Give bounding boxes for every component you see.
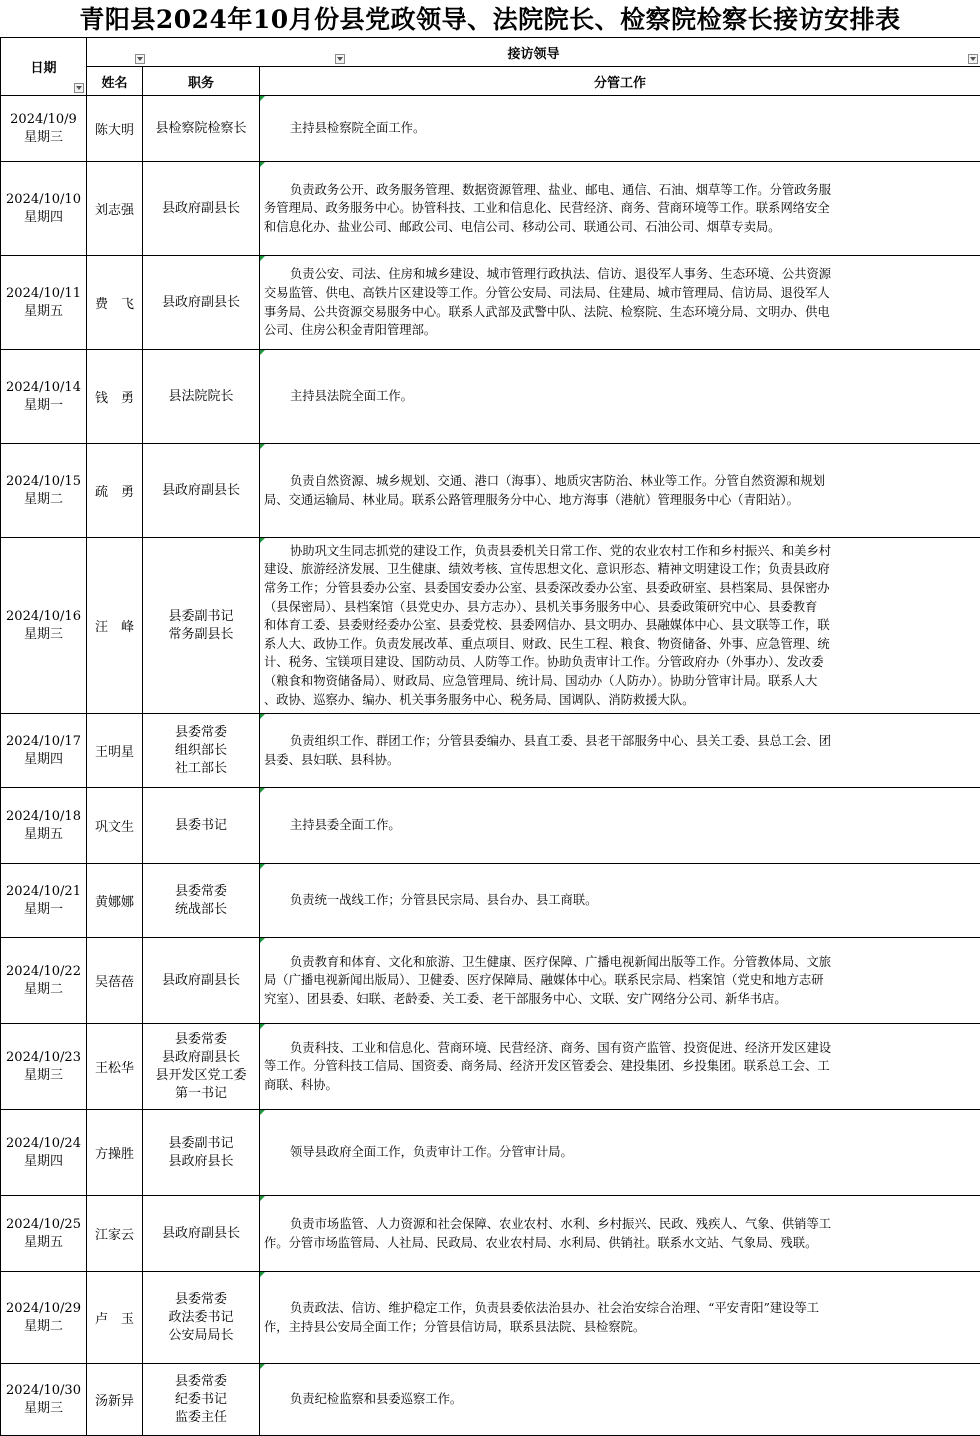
duties-line: 负责统一战线工作；分管县民宗局、县台办、县工商联。 [264, 891, 976, 910]
weekday-value: 星期三 [1, 1067, 86, 1085]
duties-line: 负责市场监管、人力资源和社会保障、农业农村、水利、乡村振兴、民政、残疾人、气象、供销等工 [264, 1215, 976, 1234]
duties-line: 局、交通运输局、林业局。联系公路管理服务分中心、地方海事（港航）管理服务中心（青阳站）。 [264, 491, 976, 510]
leader-name: 陈大明 [87, 96, 143, 162]
leader-name: 费 飞 [87, 256, 143, 350]
date-value: 2024/10/17 [1, 733, 86, 751]
table-row [1, 1364, 980, 1436]
date-cell [1, 788, 87, 864]
date-cell [1, 538, 87, 714]
header-date: 日期 [1, 38, 87, 96]
reception-schedule-table [0, 37, 980, 1436]
position-line: 县委书记 [143, 817, 259, 835]
weekday-value: 星期三 [1, 1400, 86, 1418]
date-value: 2024/10/10 [1, 191, 86, 209]
duties-line: 事务局、公共资源交易服务中心。联系人武部及武警中队、法院、检察院、生态环境分局、文明办、供电 [264, 303, 976, 322]
weekday-value: 星期三 [1, 129, 86, 147]
position-line: 社工部长 [143, 760, 259, 778]
position-line: 县委常委 [143, 1291, 259, 1309]
position-line: 县政府副县长 [143, 972, 259, 990]
duties-line: 主持县委全面工作。 [264, 816, 976, 835]
leader-position [143, 162, 260, 256]
duties-line: 和体育工委、县委财经委办公室、县委党校、县委网信办、县文明办、县融媒体中心、县文联等工作，联 [264, 616, 976, 635]
duties-line: （县保密局）、县档案馆（县党史办、县方志办）、县机关事务服务中心、县委政策研究中心、县委教育 [264, 598, 976, 617]
leader-name: 方操胜 [87, 1110, 143, 1196]
leader-name: 汤新异 [87, 1364, 143, 1436]
leader-name: 钱 勇 [87, 350, 143, 444]
duties-line: 主持县检察院全面工作。 [264, 119, 976, 138]
leader-position [143, 1024, 260, 1110]
position-line: 纪委书记 [143, 1391, 259, 1409]
duties-cell [260, 864, 980, 938]
leader-name: 刘志强 [87, 162, 143, 256]
date-cell [1, 714, 87, 788]
leader-position [143, 864, 260, 938]
leader-position [143, 444, 260, 538]
duties-line: 负责教育和体育、文化和旅游、卫生健康、医疗保障、广播电视新闻出版等工作。分管教体局、文旅 [264, 953, 976, 972]
date-cell [1, 1272, 87, 1364]
duties-line: 务管理局、政务服务中心。协管科技、工业和信息化、民营经济、商务、营商环境等工作。联系网络安全 [264, 199, 976, 218]
leader-position [143, 788, 260, 864]
duties-line: 究室）、团县委、妇联、老龄委、关工委、老干部服务中心、文联、安广网络分公司、新华书店。 [264, 990, 976, 1009]
date-cell [1, 938, 87, 1024]
date-cell [1, 96, 87, 162]
leader-position [143, 96, 260, 162]
position-line: 县政府副县长 [143, 294, 259, 312]
leader-position [143, 1272, 260, 1364]
duties-cell [260, 538, 980, 714]
position-line: 县委副书记 [143, 1135, 259, 1153]
header-leader-group: 接访领导 [87, 38, 980, 67]
position-line: 县政府县长 [143, 1153, 259, 1171]
leader-position [143, 714, 260, 788]
date-value: 2024/10/14 [1, 379, 86, 397]
position-line: 政法委书记 [143, 1309, 259, 1327]
duties-line: 县委、县妇联、县科协。 [264, 751, 976, 770]
position-line: 县委常委 [143, 1373, 259, 1391]
duties-cell [260, 1272, 980, 1364]
duties-cell [260, 1024, 980, 1110]
duties-line: 商联、科协。 [264, 1076, 976, 1095]
duties-line: 负责自然资源、城乡规划、交通、港口（海事）、地质灾害防治、林业等工作。分管自然资源和规划 [264, 472, 976, 491]
duties-cell [260, 256, 980, 350]
duties-line: 领导县政府全面工作，负责审计工作。分管审计局。 [264, 1143, 976, 1162]
weekday-value: 星期二 [1, 981, 86, 999]
position-line: 监委主任 [143, 1409, 259, 1427]
duties-line: 局（广播电视新闻出版局）、卫健委、医疗保障局、融媒体中心。联系民宗局、档案馆（党史和地方志研 [264, 971, 976, 990]
duties-line: 交易监管、供电、高铁片区建设等工作。分管公安局、司法局、住建局、城市管理局、信访局、退役军人 [264, 284, 976, 303]
table-row [1, 1196, 980, 1272]
leader-position [143, 1110, 260, 1196]
date-value: 2024/10/30 [1, 1382, 86, 1400]
duties-line: 常务工作；分管县委办公室、县委国安委办公室、县委深改委办公室、县委政研室、县档案局、县保密办 [264, 579, 976, 598]
date-value: 2024/10/29 [1, 1300, 86, 1318]
duties-cell [260, 1364, 980, 1436]
duties-line: 负责政务公开、政务服务管理、数据资源管理、盐业、邮电、通信、石油、烟草等工作。分管政务服 [264, 181, 976, 200]
table-row [1, 96, 980, 162]
position-line: 县委常委 [143, 1031, 259, 1049]
duties-line: 计、税务、宝镁项目建设、国防动员、人防等工作。协助负责审计工作。分管政府办（外事办）、发改委 [264, 653, 976, 672]
weekday-value: 星期四 [1, 1153, 86, 1171]
table-row [1, 938, 980, 1024]
table-row [1, 162, 980, 256]
date-value: 2024/10/22 [1, 963, 86, 981]
weekday-value: 星期二 [1, 1318, 86, 1336]
weekday-value: 星期四 [1, 751, 86, 769]
date-cell [1, 1024, 87, 1110]
date-value: 2024/10/16 [1, 608, 86, 626]
date-cell [1, 350, 87, 444]
duties-line: 负责公安、司法、住房和城乡建设、城市管理行政执法、信访、退役军人事务、生态环境、公共资源 [264, 265, 976, 284]
filter-dropdown-icon[interactable] [74, 83, 84, 93]
date-cell [1, 864, 87, 938]
duties-cell [260, 788, 980, 864]
duties-line: 作。分管市场监管局、人社局、民政局、农业农村局、水利局、供销社。联系水文站、气象局、残联。 [264, 1234, 976, 1253]
duties-line: 主持县法院全面工作。 [264, 387, 976, 406]
duties-line: 和信息化办、盐业公司、邮政公司、电信公司、移动公司、联通公司、石油公司、烟草专卖局。 [264, 218, 976, 237]
position-line: 县政府副县长 [143, 200, 259, 218]
duties-line: 负责纪检监察和县委巡察工作。 [264, 1390, 976, 1409]
table-row [1, 788, 980, 864]
position-line: 县委常委 [143, 724, 259, 742]
leader-position [143, 256, 260, 350]
leader-name: 黄娜娜 [87, 864, 143, 938]
duties-cell [260, 1110, 980, 1196]
filter-dropdown-icon[interactable] [968, 54, 978, 64]
duties-line: 负责政法、信访、维护稳定工作，负责县委依法治县办、社会治安综合治理、“平安青阳”建设等工 [264, 1299, 976, 1318]
position-line: 常务副县长 [143, 626, 259, 644]
leader-position [143, 538, 260, 714]
weekday-value: 星期一 [1, 397, 86, 415]
date-cell [1, 162, 87, 256]
duties-cell [260, 350, 980, 444]
duties-line: 建设、旅游经济发展、卫生健康、绩效考核、宣传思想文化、意识形态、精神文明建设工作；负责县政府 [264, 560, 976, 579]
weekday-value: 星期五 [1, 826, 86, 844]
position-line: 组织部长 [143, 742, 259, 760]
weekday-value: 星期四 [1, 209, 86, 227]
weekday-value: 星期五 [1, 303, 86, 321]
position-line: 县政府副县长 [143, 482, 259, 500]
leader-position [143, 350, 260, 444]
position-line: 第一书记 [143, 1085, 259, 1103]
table-row [1, 1110, 980, 1196]
table-row [1, 1024, 980, 1110]
position-line: 县政府副县长 [143, 1225, 259, 1243]
table-row [1, 714, 980, 788]
date-cell [1, 256, 87, 350]
table-row [1, 444, 980, 538]
duties-cell [260, 96, 980, 162]
table-row [1, 350, 980, 444]
position-line: 县法院院长 [143, 388, 259, 406]
duties-cell [260, 162, 980, 256]
leader-name: 巩文生 [87, 788, 143, 864]
date-cell [1, 1364, 87, 1436]
duties-cell [260, 1196, 980, 1272]
leader-name: 江家云 [87, 1196, 143, 1272]
schedule-body [1, 96, 980, 1436]
date-value: 2024/10/21 [1, 883, 86, 901]
leader-name: 吴蓓蓓 [87, 938, 143, 1024]
page-title: 青阳县2024年10月份县党政领导、法院院长、检察院检察长接访安排表 [0, 0, 980, 38]
date-value: 2024/10/25 [1, 1216, 86, 1234]
duties-line: （粮食和物资储备局）、财政局、应急管理局、统计局、国动办（人防办）。协助分管审计局。联系人大 [264, 672, 976, 691]
date-value: 2024/10/23 [1, 1049, 86, 1067]
position-line: 县委副书记 [143, 608, 259, 626]
date-value: 2024/10/15 [1, 473, 86, 491]
header-position: 职务 [143, 67, 260, 96]
weekday-value: 星期五 [1, 1234, 86, 1252]
leader-position [143, 938, 260, 1024]
date-cell [1, 444, 87, 538]
date-cell [1, 1110, 87, 1196]
position-line: 县开发区党工委 [143, 1067, 259, 1085]
filter-dropdown-icon[interactable] [335, 54, 345, 64]
header-duties: 分管工作 [260, 67, 980, 96]
leader-name: 疏 勇 [87, 444, 143, 538]
duties-line: 系人大、政协工作。负责发展改革、重点项目、财政、民生工程、粮食、物资储备、外事、应急管理、统 [264, 635, 976, 654]
table-row [1, 864, 980, 938]
leader-name: 汪 峰 [87, 538, 143, 714]
position-line: 统战部长 [143, 901, 259, 919]
duties-line: 等工作。分管科技工信局、国资委、商务局、经济开发区管委会、建投集团、乡投集团。联系总工会、工 [264, 1057, 976, 1076]
duties-line: 作，主持县公安局全面工作；分管县信访局，联系县法院、县检察院。 [264, 1318, 976, 1337]
header-name: 姓名 [87, 67, 143, 96]
position-line: 公安局局长 [143, 1327, 259, 1345]
table-row [1, 256, 980, 350]
date-cell [1, 1196, 87, 1272]
leader-name: 王松华 [87, 1024, 143, 1110]
position-line: 县政府副县长 [143, 1049, 259, 1067]
date-value: 2024/10/24 [1, 1135, 86, 1153]
weekday-value: 星期二 [1, 491, 86, 509]
leader-position [143, 1364, 260, 1436]
date-value: 2024/10/11 [1, 285, 86, 303]
leader-name: 王明星 [87, 714, 143, 788]
position-line: 县检察院检察长 [143, 120, 259, 138]
duties-cell [260, 444, 980, 538]
weekday-value: 星期一 [1, 901, 86, 919]
position-line: 县委常委 [143, 883, 259, 901]
duties-line: 、政协、巡察办、编办、机关事务服务中心、税务局、国调队、消防救援大队。 [264, 691, 976, 710]
duties-line: 负责组织工作、群团工作；分管县委编办、县直工委、县老干部服务中心、县关工委、县总工会、团 [264, 732, 976, 751]
table-row [1, 538, 980, 714]
duties-line: 负责科技、工业和信息化、营商环境、民营经济、商务、国有资产监管、投资促进、经济开发区建设 [264, 1039, 976, 1058]
duties-line: 协助巩文生同志抓党的建设工作，负责县委机关日常工作、党的农业农村工作和乡村振兴、和美乡村 [264, 542, 976, 561]
weekday-value: 星期三 [1, 626, 86, 644]
date-value: 2024/10/9 [1, 111, 86, 129]
filter-dropdown-icon[interactable] [135, 54, 145, 64]
duties-line: 公司、住房公积金青阳管理部。 [264, 321, 976, 340]
table-row [1, 1272, 980, 1364]
duties-cell [260, 714, 980, 788]
duties-cell [260, 938, 980, 1024]
leader-name: 卢 玉 [87, 1272, 143, 1364]
date-value: 2024/10/18 [1, 808, 86, 826]
leader-position [143, 1196, 260, 1272]
